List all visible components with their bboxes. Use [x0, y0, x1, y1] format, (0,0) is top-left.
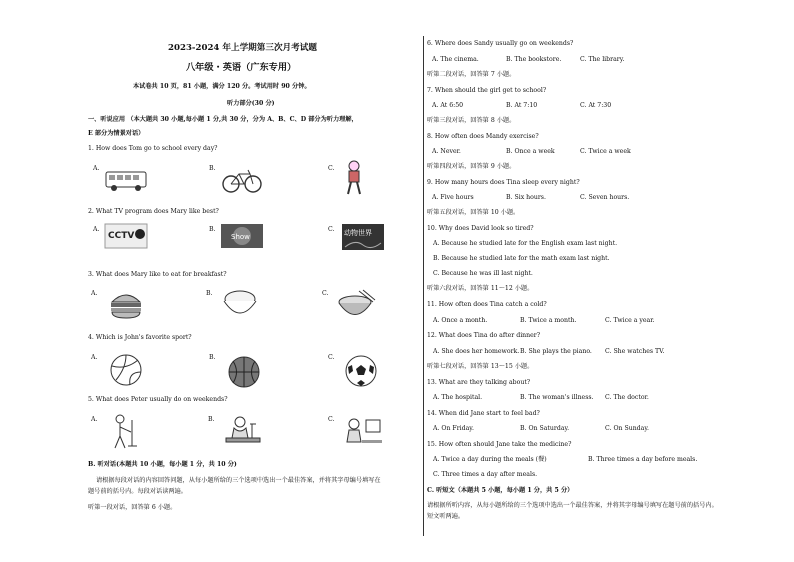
- part-b-instructions-cont: 题号前的括号内。每段对话读两遍。: [88, 488, 187, 495]
- option-letter: B.: [209, 226, 216, 233]
- option-letter: A.: [91, 354, 98, 361]
- show-text: Show: [231, 233, 250, 241]
- part-c-heading: C. 听短文（本题共 5 小题，每小题 1 分，共 5 分）: [427, 487, 574, 494]
- question-12: 12. What does Tina do after dinner?: [427, 332, 541, 339]
- cleaning-image: [104, 412, 144, 452]
- question-4: 4. Which is John's favorite sport?: [88, 334, 192, 341]
- computer-image: [342, 412, 384, 452]
- rice-bowl-image: [220, 287, 260, 321]
- question-13: 13. What are they talking about?: [427, 379, 531, 386]
- dialog-7-note: 听第二段对话，回答第 7 小题。: [427, 71, 516, 78]
- option-letter: A.: [91, 290, 98, 297]
- dialog-9-note: 听第四段对话，回答第 9 小题。: [427, 163, 516, 170]
- q6-option-b: B. The bookstore.: [506, 56, 562, 63]
- option-letter: B.: [208, 416, 215, 423]
- q13-option-c: C. The doctor.: [605, 394, 649, 401]
- q9-option-b: B. Six hours.: [506, 194, 546, 201]
- dialog-13-15-note: 听第七段对话，回答第 13～15 小题。: [427, 363, 534, 370]
- section1-heading-cont: E 部分为情景对话）: [88, 130, 145, 137]
- q14-option-a: A. On Friday.: [433, 425, 474, 432]
- bus-image: [104, 165, 148, 195]
- column-divider: [423, 36, 424, 536]
- q15-option-c: C. Three times a day after meals.: [433, 471, 538, 478]
- q15-option-a: A. Twice a day during the meals (餐): [433, 456, 547, 463]
- cctv-text: CCTV: [108, 231, 135, 241]
- option-letter: C.: [328, 416, 335, 423]
- question-5: 5. What does Peter usually do on weekends?: [88, 396, 228, 403]
- question-6: 6. Where does Sandy usually go on weekends?: [427, 40, 574, 47]
- q9-option-c: C. Seven hours.: [580, 194, 630, 201]
- q12-option-a: A. She does her homework.: [433, 348, 520, 355]
- q12-option-b: B. She plays the piano.: [520, 348, 592, 355]
- question-7: 7. When should the girl get to school?: [427, 87, 547, 94]
- option-letter: B.: [209, 354, 216, 361]
- part-b-heading: B. 听对话(本题共 10 小题，每小题 1 分，共 10 分): [88, 461, 237, 468]
- q10-option-c: C. Because he was ill last night.: [433, 270, 533, 277]
- q11-option-a: A. Once a month.: [433, 317, 488, 324]
- q10-option-b: B. Because he studied late for the math exam last night.: [433, 255, 610, 262]
- option-letter: C.: [328, 226, 335, 233]
- q11-option-b: B. Twice a month.: [520, 317, 577, 324]
- q14-option-c: C. On Sunday.: [605, 425, 649, 432]
- animal-world-image: [341, 223, 385, 251]
- basketball-image: [226, 354, 262, 390]
- option-letter: B.: [206, 290, 213, 297]
- exam-info: 本试卷共 10 页，81 小题，满分 120 分。考试用时 90 分钟。: [133, 83, 311, 90]
- grade-subject: 八年级・英语（广东专用）: [186, 62, 297, 73]
- q7-option-b: B. At 7:10: [506, 102, 538, 109]
- walking-boy-image: [339, 160, 369, 196]
- section1-heading: 一、听说应用 （本大题共 30 小题,每小题 1 分,共 30 分，分为 A、B、C、D 部分为听力理解，: [88, 116, 358, 123]
- noodle-bowl-image: [335, 288, 377, 322]
- football-image: [343, 353, 379, 389]
- q7-option-c: C. At 7:30: [580, 102, 612, 109]
- q8-option-a: A. Never.: [432, 148, 461, 155]
- question-1: 1. How does Tom go to school every day?: [88, 145, 218, 152]
- listening-heading: 听力部分(30 分): [227, 100, 275, 107]
- exam-title: 2023-2024 年上学期第三次月考试题: [168, 43, 317, 53]
- question-3: 3. What does Mary like to eat for breakfast?: [88, 271, 227, 278]
- q10-option-a: A. Because he studied late for the English exam last night.: [433, 240, 618, 247]
- q11-option-c: C. Twice a year.: [605, 317, 655, 324]
- dialog-8-note: 听第三段对话，回答第 8 小题。: [427, 117, 516, 124]
- q8-option-c: C. Twice a week: [580, 148, 631, 155]
- q8-option-b: B. Once a week: [506, 148, 555, 155]
- q12-option-c: C. She watches TV.: [605, 348, 665, 355]
- part-b-instructions: 请根据每段对话的内容回答问题，从每小题所给的三个选项中选出一个最佳答案，并将其字母编号填写在: [96, 477, 381, 484]
- question-10: 10. Why does David look so tired?: [427, 225, 534, 232]
- cctv-logo-image: [104, 223, 148, 249]
- q14-option-b: B. On Saturday.: [520, 425, 570, 432]
- q7-option-a: A. At 6:50: [432, 102, 464, 109]
- bicycle-image: [220, 165, 264, 195]
- dialog-11-12-note: 听第六段对话，回答第 11～12 小题。: [427, 285, 534, 292]
- option-letter: B.: [209, 165, 216, 172]
- option-letter: C.: [328, 354, 335, 361]
- question-8: 8. How often does Mandy exercise?: [427, 133, 539, 140]
- part-c-instructions: 请根据所听内容，从每小题所给的三个选项中选出一个最佳答案，并将其字母编号填写在题号前的括号内。: [427, 502, 718, 509]
- question-11: 11. How often does Tina catch a cold?: [427, 301, 547, 308]
- option-letter: C.: [328, 165, 335, 172]
- part-c-instructions-cont: 短文听两遍。: [427, 513, 465, 520]
- dialog-6-note: 听第一段对话，回答第 6 小题。: [88, 504, 177, 511]
- question-2: 2. What TV program does Mary like best?: [88, 208, 219, 215]
- option-letter: A.: [93, 165, 100, 172]
- dialog-10-note: 听第五段对话，回答第 10 小题。: [427, 209, 520, 216]
- question-15: 15. How often should Jane take the medicine?: [427, 441, 572, 448]
- option-letter: C.: [322, 290, 329, 297]
- q6-option-c: C. The library.: [580, 56, 625, 63]
- q13-option-b: B. The woman's illness.: [520, 394, 594, 401]
- q13-option-a: A. The hospital.: [433, 394, 483, 401]
- q9-option-a: A. Five hours: [432, 194, 474, 201]
- volleyball-image: [108, 352, 144, 388]
- studying-image: [222, 412, 264, 452]
- anim-text: 动物世界: [344, 229, 372, 237]
- option-letter: A.: [91, 416, 98, 423]
- option-letter: A.: [93, 226, 100, 233]
- q6-option-a: A. The cinema.: [432, 56, 479, 63]
- q15-option-b: B. Three times a day before meals.: [588, 456, 698, 463]
- question-9: 9. How many hours does Tina sleep every night?: [427, 179, 580, 186]
- hamburger-image: [106, 288, 146, 322]
- tv-show-image: [220, 223, 264, 249]
- question-14: 14. When did Jane start to feel bad?: [427, 410, 540, 417]
